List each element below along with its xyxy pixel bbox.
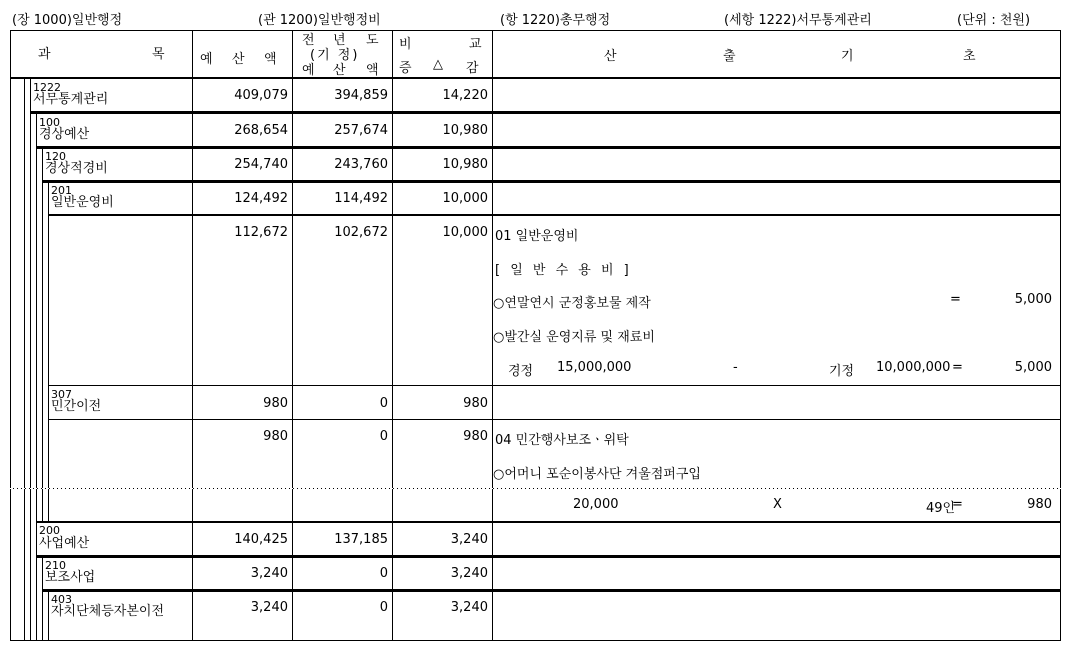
row-code: 201 (51, 184, 72, 197)
row-name: 민간이전 (51, 399, 102, 414)
basis-calc-label: 경정 (508, 364, 534, 379)
prev-header-top-2: 년 (333, 33, 346, 48)
row-name: 자치단체등자본이전 (51, 604, 165, 619)
row-prev: 257,674 (334, 123, 388, 138)
basis-amount: 5,000 (1014, 292, 1052, 307)
row-name: 사업예산 (39, 536, 90, 551)
basis-equals: = (952, 497, 963, 512)
row-diff: 3,240 (450, 600, 488, 615)
row-prev: 102,672 (334, 225, 388, 240)
row-budget: 268,654 (234, 123, 288, 138)
row-code: 307 (51, 388, 72, 401)
basis-equals: = (952, 360, 963, 375)
row-prev: 0 (379, 396, 388, 411)
basis-calc-value: 20,000 (573, 497, 619, 512)
basis-title: 04 민간행사보조ㆍ위탁 (495, 433, 629, 448)
basis-title: 01 일반운영비 (495, 229, 579, 244)
unit-label: (단위 : 천원) (957, 13, 1031, 28)
row-diff: 10,980 (442, 123, 488, 138)
basis-amount: 5,000 (1014, 360, 1052, 375)
basis-calc-value: 10,000,000 (876, 360, 951, 375)
basis-subtitle: [ 일 반 수 용 비 ] (495, 263, 632, 278)
row-prev: 0 (379, 566, 388, 581)
basis-calc-label: 기정 (829, 364, 855, 379)
sehang-label: (세항 1222)서무통계관리 (724, 13, 872, 28)
row-code: 403 (51, 593, 72, 606)
row-prev: 114,492 (334, 191, 388, 206)
basis-amount: 980 (1027, 497, 1052, 512)
prev-header-top-3: 도 (366, 33, 379, 48)
basis-calc-value: 49인 (926, 501, 956, 516)
row-code: 1222 (33, 81, 61, 94)
basis-item: ○연말연시 군정홍보물 제작 (493, 296, 651, 311)
row-diff: 10,980 (442, 157, 488, 172)
row-budget: 980 (263, 429, 288, 444)
row-budget: 140,425 (234, 532, 288, 547)
subject-header-2: 목 (152, 47, 165, 62)
basis-calc-value: 15,000,000 (557, 360, 632, 375)
row-budget: 112,672 (234, 225, 288, 240)
prev-header-mid: (기 정) (310, 48, 360, 63)
cmp-header-bot-2: △ (433, 57, 443, 72)
basis-header-4: 초 (963, 49, 976, 64)
prev-header-top-1: 전 (302, 33, 315, 48)
prev-header-bot-1: 예 (302, 63, 315, 78)
budget-header-1: 예 (200, 52, 213, 67)
row-diff: 980 (463, 396, 488, 411)
basis-calc-op: X (773, 497, 782, 512)
basis-header-3: 기 (841, 49, 854, 64)
row-prev: 137,185 (334, 532, 388, 547)
row-name: 경상예산 (39, 127, 90, 142)
hang-label: (항 1220)총무행정 (500, 13, 611, 28)
cmp-header-top-1: 비 (399, 37, 412, 52)
row-budget: 3,240 (250, 566, 288, 581)
basis-header-1: 산 (604, 49, 617, 64)
row-diff: 10,000 (442, 191, 488, 206)
prev-header-bot-3: 액 (366, 63, 379, 78)
row-name: 서무통계관리 (33, 92, 109, 107)
row-code: 210 (45, 559, 66, 572)
gwan-label: (관 1200)일반행정비 (258, 13, 381, 28)
row-diff: 10,000 (442, 225, 488, 240)
basis-equals: = (950, 292, 961, 307)
row-budget: 254,740 (234, 157, 288, 172)
row-diff: 14,220 (442, 88, 488, 103)
row-budget: 124,492 (234, 191, 288, 206)
row-name: 보조사업 (45, 570, 96, 585)
cmp-header-bot-3: 감 (466, 61, 479, 76)
prev-header-bot-2: 산 (333, 63, 346, 78)
row-budget: 409,079 (234, 88, 288, 103)
basis-item: ○발간실 운영지류 및 재료비 (493, 330, 655, 345)
row-code: 100 (39, 116, 60, 129)
cmp-header-top-2: 교 (469, 37, 482, 52)
jang-label: (장 1000)일반행정 (12, 13, 123, 28)
row-diff: 3,240 (450, 566, 488, 581)
row-name: 일반운영비 (51, 195, 114, 210)
row-prev: 394,859 (334, 88, 388, 103)
row-code: 200 (39, 524, 60, 537)
row-code: 120 (45, 150, 66, 163)
row-diff: 980 (463, 429, 488, 444)
row-prev: 0 (379, 600, 388, 615)
row-prev: 0 (379, 429, 388, 444)
subject-header-1: 과 (38, 47, 51, 62)
basis-header-2: 출 (723, 49, 736, 64)
row-prev: 243,760 (334, 157, 388, 172)
cmp-header-bot-1: 증 (399, 61, 412, 76)
row-diff: 3,240 (450, 532, 488, 547)
row-budget: 3,240 (250, 600, 288, 615)
row-name: 경상적경비 (45, 161, 108, 176)
budget-header-2: 산 (232, 52, 245, 67)
basis-item: ○어머니 포순이봉사단 겨울점퍼구입 (493, 467, 701, 482)
budget-header-3: 액 (264, 52, 277, 67)
basis-calc-op: - (733, 360, 738, 375)
row-budget: 980 (263, 396, 288, 411)
